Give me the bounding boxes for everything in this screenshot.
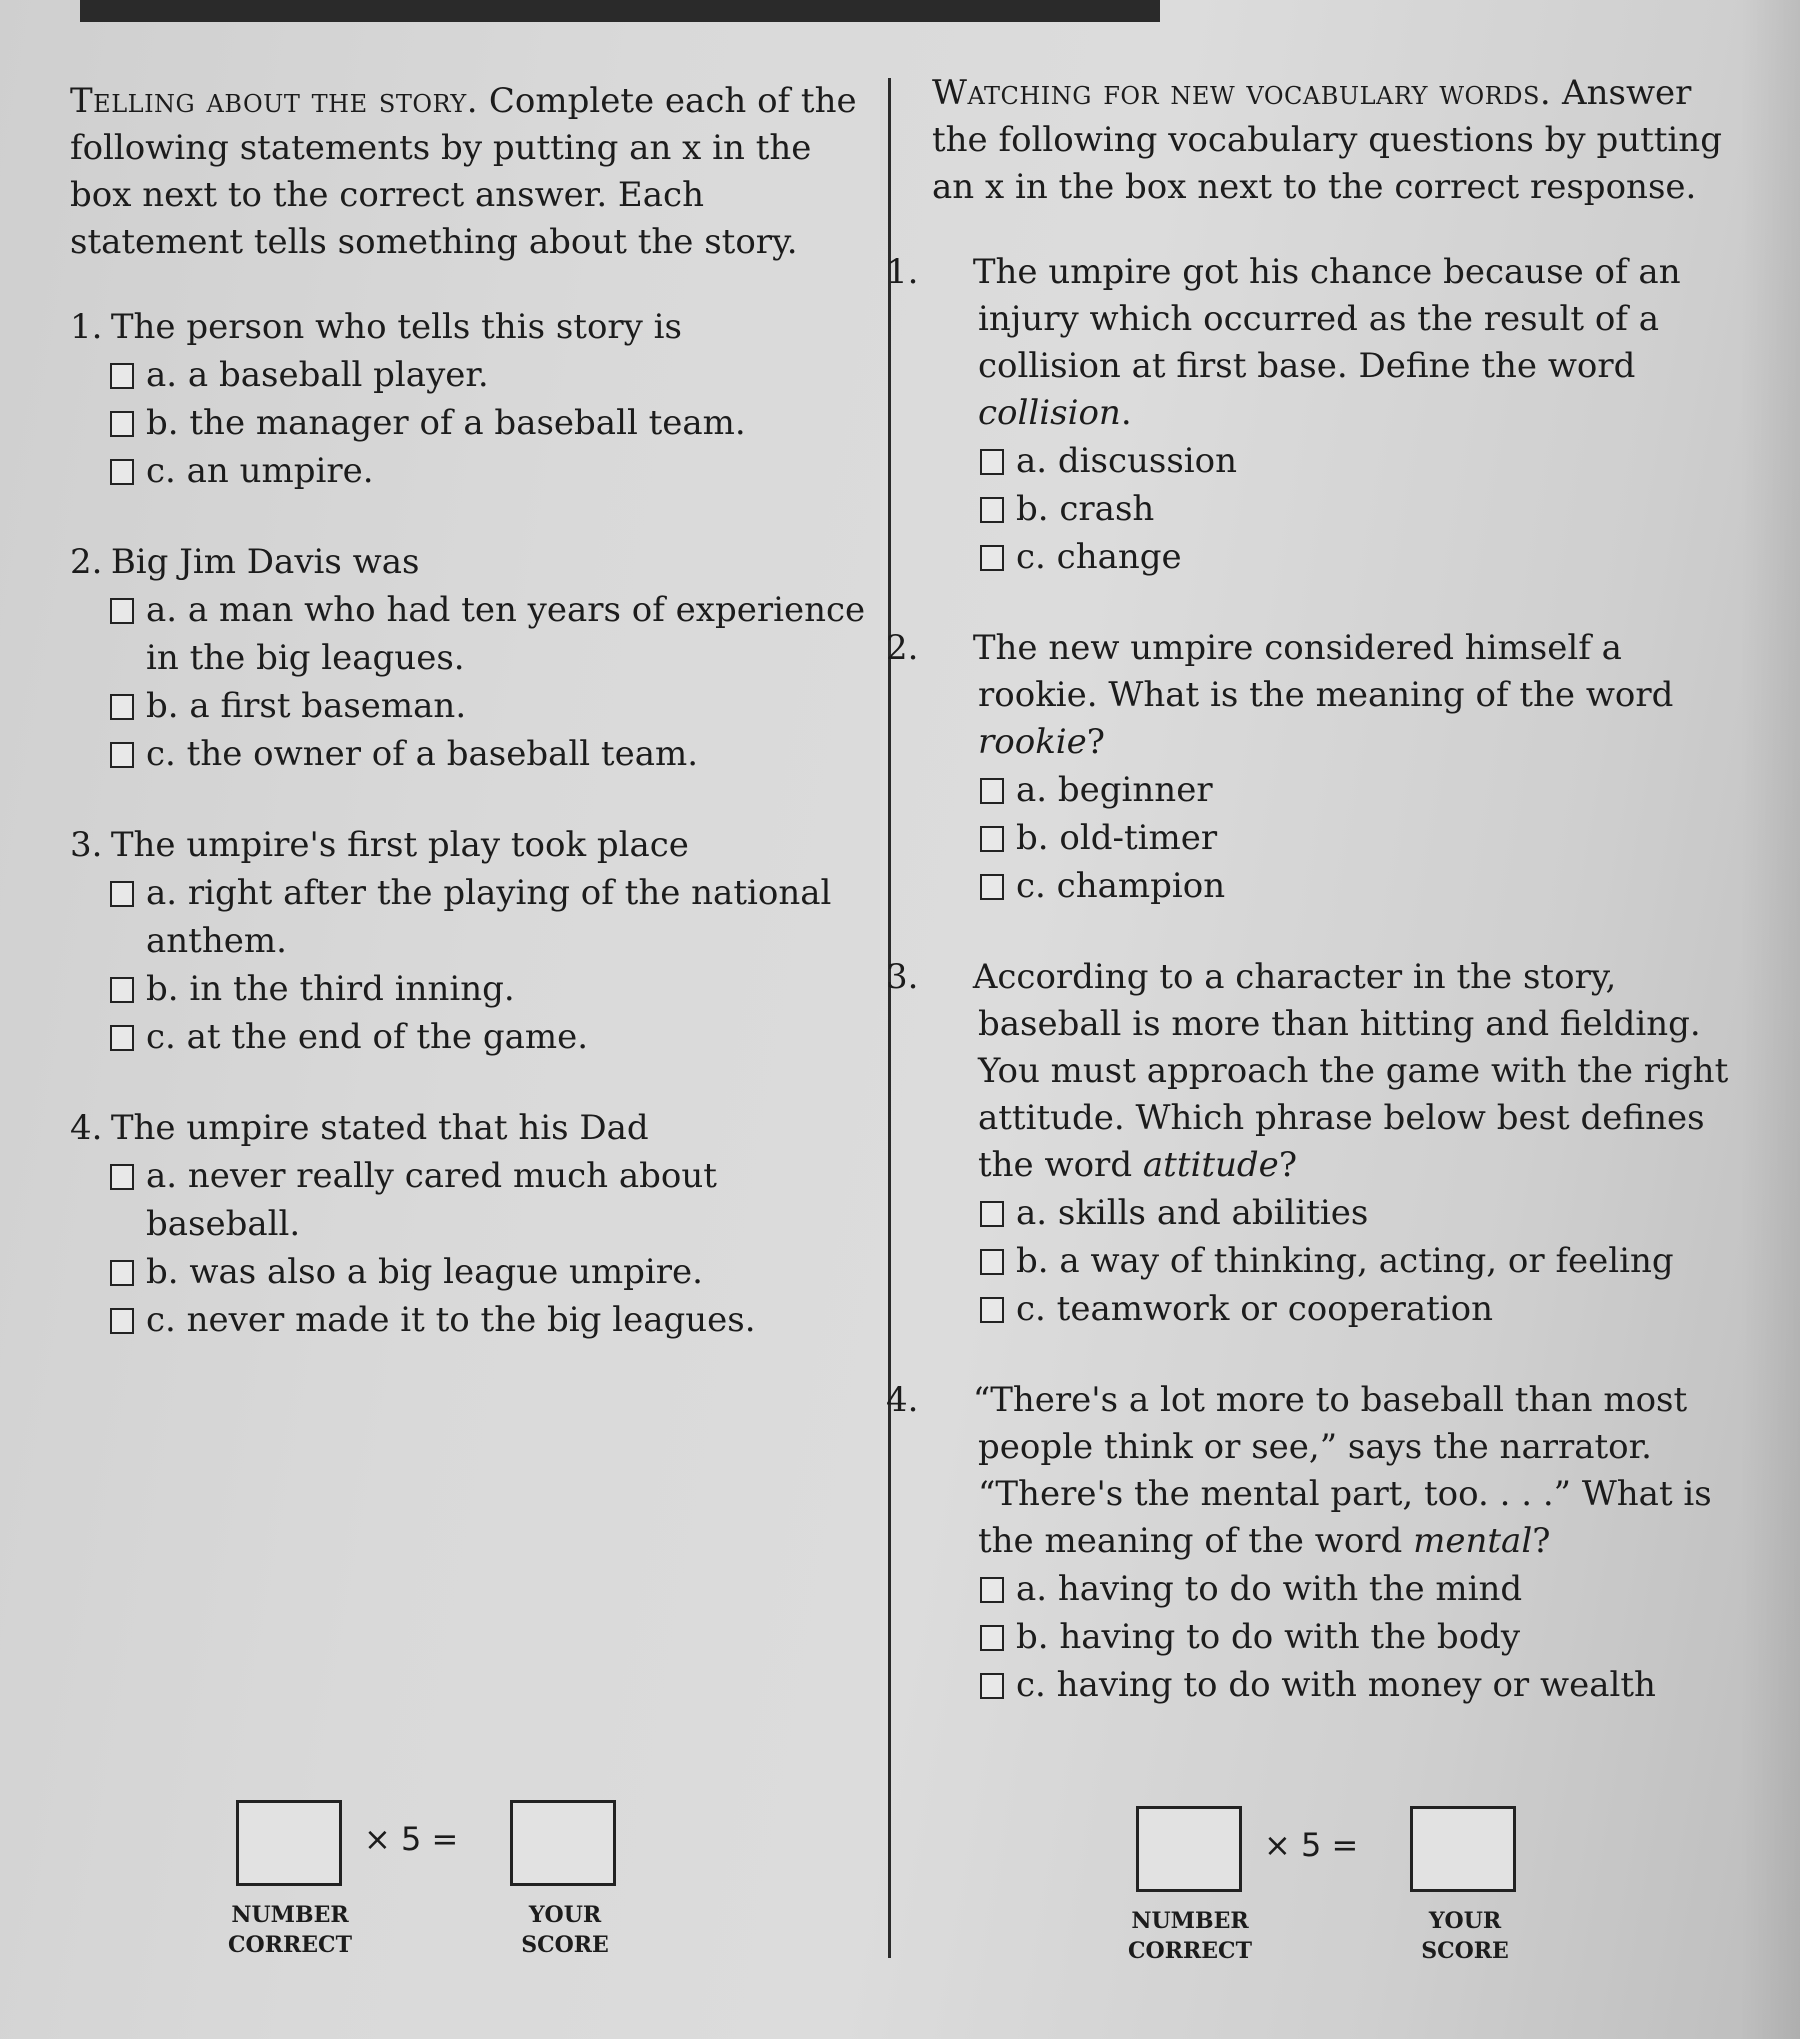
answer-option: c. having to do with money or wealth [980, 1661, 1752, 1709]
right-question-3 [886, 954, 1752, 1333]
answer-option: a. skills and abilities [980, 1189, 1752, 1237]
left-question-4 [70, 1105, 870, 1344]
right-score-area [1130, 1806, 1550, 1976]
answer-option: a. a man who had ten years of experience in the big leagues. [110, 586, 870, 682]
question-stem: 3. The umpire's first play took place [70, 825, 689, 865]
your-score-box[interactable] [1410, 1806, 1516, 1892]
answer-option: b. a way of thinking, acting, or feeling [980, 1237, 1752, 1285]
checkbox[interactable] [110, 742, 134, 768]
answer-option: a. beginner [980, 766, 1752, 814]
answer-option: b. in the third inning. [110, 965, 870, 1013]
times-five: × 5 = [1264, 1826, 1359, 1864]
times-five: × 5 = [364, 1820, 459, 1858]
checkbox[interactable] [110, 363, 134, 389]
checkbox[interactable] [980, 1201, 1004, 1227]
checkbox[interactable] [110, 598, 134, 624]
checkbox[interactable] [980, 1249, 1004, 1275]
checkbox[interactable] [980, 1673, 1004, 1699]
checkbox[interactable] [980, 778, 1004, 804]
your-score-label: YOUR SCORE [521, 1902, 609, 1958]
checkbox[interactable] [980, 449, 1004, 475]
checkbox[interactable] [110, 977, 134, 1003]
right-instruction-text: Answer the following vocabulary questions by putting an x in the box next to the correct response. [932, 73, 1722, 207]
right-question-2 [886, 625, 1752, 910]
right-column [886, 70, 1752, 1753]
answer-option: c. never made it to the big leagues. [110, 1296, 870, 1344]
checkbox[interactable] [110, 1025, 134, 1051]
checkbox[interactable] [110, 459, 134, 485]
question-stem: 4. The umpire stated that his Dad [70, 1108, 649, 1148]
column-divider [888, 78, 891, 1958]
answer-option: c. at the end of the game. [110, 1013, 870, 1061]
checkbox[interactable] [110, 881, 134, 907]
top-dark-strip [80, 0, 1160, 22]
left-heading: Telling about the story. [70, 81, 479, 121]
left-instructions [70, 78, 870, 266]
answer-option: c. the owner of a baseball team. [110, 730, 870, 778]
answer-option: b. a first baseman. [110, 682, 870, 730]
checkbox[interactable] [110, 411, 134, 437]
answer-option: a. never really cared much about baseball. [110, 1152, 870, 1248]
number-correct-box[interactable] [1136, 1806, 1242, 1892]
number-correct-label: NUMBER CORRECT [1128, 1908, 1252, 1964]
answer-option: c. an umpire. [110, 447, 870, 495]
answer-option: b. crash [980, 485, 1752, 533]
checkbox[interactable] [980, 1297, 1004, 1323]
answer-option: c. teamwork or cooperation [980, 1285, 1752, 1333]
checkbox[interactable] [980, 1577, 1004, 1603]
answer-option: c. change [980, 533, 1752, 581]
right-instructions [932, 70, 1752, 211]
question-stem: 1. The person who tells this story is [70, 307, 683, 347]
checkbox[interactable] [110, 1260, 134, 1286]
answer-option: b. the manager of a baseball team. [110, 399, 870, 447]
left-instruction-text: Complete each of the following statements by putting an x in the box next to the correct answer. Each statement tells something about the story. [70, 81, 857, 262]
checkbox[interactable] [110, 1164, 134, 1190]
question-stem: 1. The umpire got his chance because of an injury which occurred as the result of a collision at first base. Define the word collision. [886, 252, 1681, 433]
answer-option: a. a baseball player. [110, 351, 870, 399]
answer-option: a. discussion [980, 437, 1752, 485]
answer-option: a. right after the playing of the national anthem. [110, 869, 870, 965]
number-correct-box[interactable] [236, 1800, 342, 1886]
question-stem: 2. Big Jim Davis was [70, 542, 420, 582]
left-column [70, 78, 870, 1388]
checkbox[interactable] [110, 1308, 134, 1334]
left-question-3 [70, 822, 870, 1061]
right-heading: Watching for new vocabulary words. [932, 73, 1552, 113]
question-stem: 3. According to a character in the story, baseball is more than hitting and fielding. You must approach the game with the right attitude. Which phrase below best defines the word attitude? [886, 957, 1729, 1185]
your-score-label: YOUR SCORE [1421, 1908, 1509, 1964]
checkbox[interactable] [980, 1625, 1004, 1651]
left-score-area [230, 1800, 650, 1970]
checkbox[interactable] [980, 497, 1004, 523]
answer-option: b. having to do with the body [980, 1613, 1752, 1661]
right-question-1 [886, 249, 1752, 581]
left-question-1 [70, 304, 870, 495]
answer-option: a. having to do with the mind [980, 1565, 1752, 1613]
answer-option: b. old-timer [980, 814, 1752, 862]
question-stem: 4. “There's a lot more to baseball than most people think or see,” says the narrator. “There's the mental part, too. . . .” What is the meaning of the word mental? [886, 1380, 1712, 1561]
left-question-2 [70, 539, 870, 778]
checkbox[interactable] [980, 874, 1004, 900]
right-question-4 [886, 1377, 1752, 1709]
checkbox[interactable] [980, 545, 1004, 571]
answer-option: b. was also a big league umpire. [110, 1248, 870, 1296]
answer-option: c. champion [980, 862, 1752, 910]
question-stem: 2. The new umpire considered himself a rookie. What is the meaning of the word rookie? [886, 628, 1674, 762]
number-correct-label: NUMBER CORRECT [228, 1902, 352, 1958]
checkbox[interactable] [980, 826, 1004, 852]
your-score-box[interactable] [510, 1800, 616, 1886]
checkbox[interactable] [110, 694, 134, 720]
